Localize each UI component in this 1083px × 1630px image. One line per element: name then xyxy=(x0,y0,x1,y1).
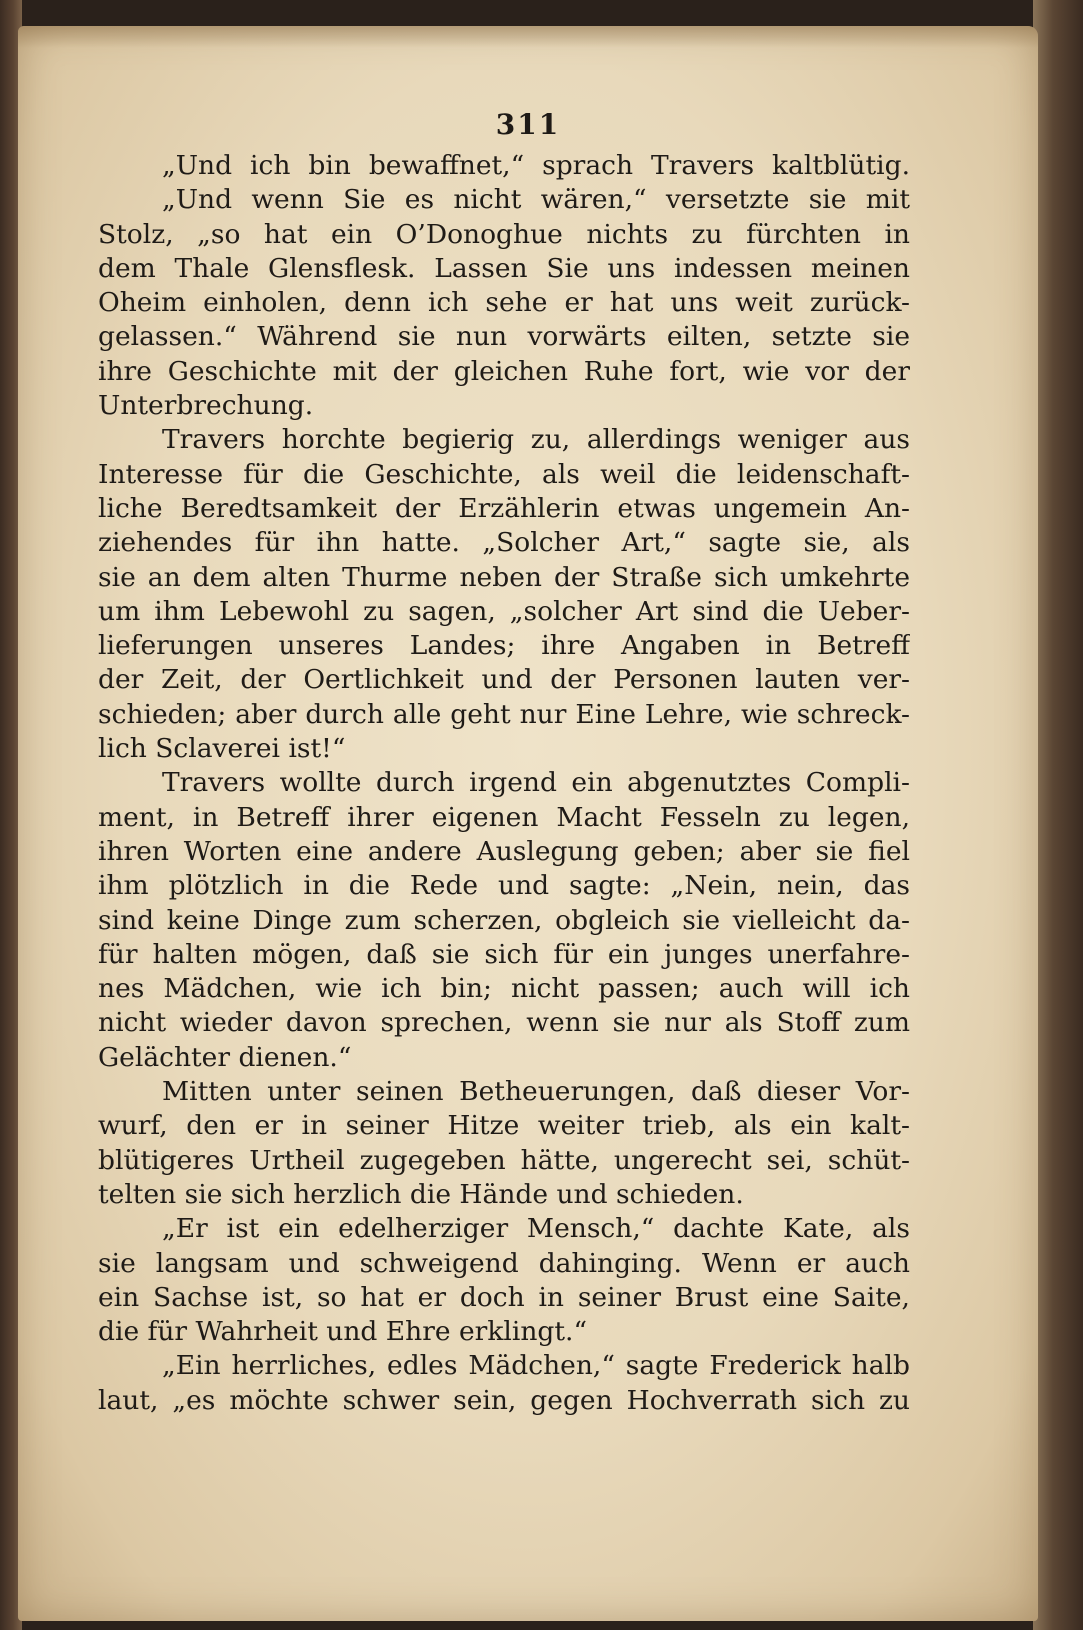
text-line: Mitten unter seinen Betheuerungen, daß dieser Vor- xyxy=(162,1076,910,1108)
page-edge-shadow xyxy=(18,26,1038,48)
text-line: der Zeit, der Oertlichkeit und der Personen lauten ver- xyxy=(98,664,910,696)
text-line: blütigeres Urtheil zugegeben hätte, ungerecht sei, schüt- xyxy=(98,1144,910,1176)
text-line: ihre Geschichte mit der gleichen Ruhe fort, wie vor der xyxy=(98,355,910,387)
text-line: „Er ist ein edelherziger Mensch,“ dachte Kate, als xyxy=(162,1213,910,1245)
book-page xyxy=(18,26,1038,1621)
text-line: Oheim einholen, denn ich sehe er hat uns weit zurück- xyxy=(98,287,910,319)
text-line: schieden; aber durch alle geht nur Eine Lehre, wie schreck- xyxy=(98,698,910,730)
page-number: 311 xyxy=(495,108,561,141)
text-line: Unterbrechung. xyxy=(98,390,314,422)
text-line: sind keine Dinge zum scherzen, obgleich sie vielleicht da- xyxy=(98,904,910,936)
text-line: liche Beredtsamkeit der Erzählerin etwas ungemein An- xyxy=(98,492,910,524)
text-line: Travers horchte begierig zu, allerdings weniger aus xyxy=(162,424,910,456)
text-line: nes Mädchen, wie ich bin; nicht passen; auch will ich xyxy=(98,973,910,1005)
text-line: ziehendes für ihn hatte. „Solcher Art,“ sagte sie, als xyxy=(98,527,910,559)
text-line: lieferungen unseres Landes; ihre Angaben in Betreff xyxy=(98,630,910,662)
text-line: sie langsam und schweigend dahinging. Wenn er auch xyxy=(98,1247,910,1279)
text-line: „Und wenn Sie es nicht wären,“ versetzte sie mit xyxy=(162,184,910,216)
text-line: nicht wieder davon sprechen, wenn sie nur als Stoff zum xyxy=(98,1007,910,1039)
text-line: dem Thale Glensflesk. Lassen Sie uns indessen meinen xyxy=(98,252,910,284)
text-line: ihm plötzlich in die Rede und sagte: „Nein, nein, das xyxy=(98,870,910,902)
text-line: ein Sachse ist, so hat er doch in seiner Brust eine Saite, xyxy=(98,1281,910,1313)
text-line: um ihm Lebewohl zu sagen, „solcher Art sind die Ueber- xyxy=(98,595,910,627)
text-line: sie an dem alten Thurme neben der Straße sich umkehrte xyxy=(98,561,910,593)
text-line: die für Wahrheit und Ehre erklingt.“ xyxy=(98,1316,587,1348)
text-line: ihren Worten eine andere Auslegung geben; aber sie fiel xyxy=(98,835,910,867)
text-line: telten sie sich herzlich die Hände und schieden. xyxy=(98,1178,744,1210)
text-line: lich Sclaverei ist!“ xyxy=(98,733,346,765)
text-line: wurf, den er in seiner Hitze weiter trieb, als ein kalt- xyxy=(98,1110,910,1142)
book-binding-right xyxy=(1033,0,1083,1630)
text-line: ment, in Betreff ihrer eigenen Macht Fesseln zu legen, xyxy=(98,801,910,833)
text-line: „Ein herrliches, edles Mädchen,“ sagte Frederick halb xyxy=(162,1350,910,1382)
text-line: Gelächter dienen.“ xyxy=(98,1041,352,1073)
text-line: laut, „es möchte schwer sein, gegen Hochverrath sich zu xyxy=(98,1384,910,1416)
text-line: Travers wollte durch irgend ein abgenutztes Compli- xyxy=(162,767,910,799)
body-text xyxy=(98,149,910,1418)
text-line: für halten mögen, daß sie sich für ein junges unerfahre- xyxy=(98,938,910,970)
text-line: Interesse für die Geschichte, als weil die leidenschaft- xyxy=(98,458,910,490)
text-line: Stolz, „so hat ein O’Donoghue nichts zu fürchten in xyxy=(98,218,910,250)
text-line: gelassen.“ Während sie nun vorwärts eilten, setzte sie xyxy=(98,321,910,353)
text-line: „Und ich bin bewaffnet,“ sprach Travers kaltblütig. xyxy=(162,150,910,181)
